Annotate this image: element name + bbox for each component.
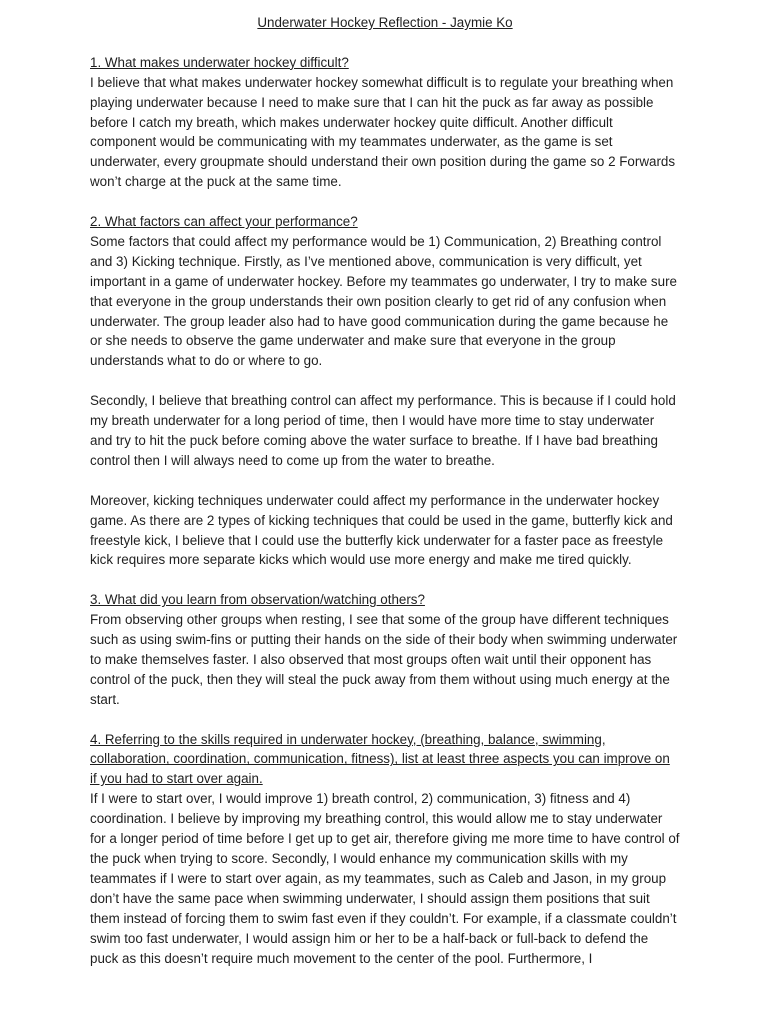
question-1-heading: 1. What makes underwater hockey difficult? <box>90 54 349 70</box>
spacer <box>90 570 680 590</box>
spacer <box>90 33 680 53</box>
answer-2-paragraph-2: Secondly, I believe that breathing control can affect my performance. This is because if I could hold my breath underwater for a long period of time, then I would have more time to stay underwater and try to hit the puck before coming above the water surface to breathe. If I have bad breathing control then I will always need to come up from the water to breathe. <box>90 393 676 468</box>
spacer <box>90 710 680 730</box>
answer-4-paragraph-1: If I were to start over, I would improve 1) breath control, 2) communication, 3) fitness and 4) coordination. I believe by improving my breathing control, this would allow me to stay underwater for a longer period of time before I get up to get air, therefore giving me more time to have control of the puck when trying to score. Secondly, I would enhance my communication skills with my teammates if I were to start over again, as my teammates, such as Caleb and Jason, in my group don’t have the same pace when swimming underwater, I should assign them positions that suit them instead of forcing them to swim fast even if they couldn’t. For example, if a classmate couldn’t swim too fast underwater, I would assign him or her to be a half-back or full-back to defend the puck as this doesn’t require much movement to the center of the pool. Furthermore, I <box>90 791 680 966</box>
answer-1-paragraph-1: I believe that what makes underwater hockey somewhat difficult is to regulate your breathing when playing underwater because I need to make sure that I can hit the puck as far away as possible before I catch my breath, which makes underwater hockey quite difficult. Another difficult component would be communicating with my teammates underwater, as the game is set underwater, every groupmate should understand their own position during the game so 2 Forwards won’t charge at the puck at the same time. <box>90 74 676 190</box>
answer-3-paragraph-1: From observing other groups when resting, I see that some of the group have different techniques such as using swim-fins or putting their hands on the side of their body when swimming underwater to make themselves faster. I also observed that most groups often wait until their opponent has control of the puck, then they will steal the puck away from them without using much energy at the start. <box>90 612 678 707</box>
spacer <box>90 192 680 212</box>
question-2-heading: 2. What factors can affect your performance? <box>90 214 358 230</box>
spacer <box>90 471 680 491</box>
document-title: Underwater Hockey Reflection - Jaymie Ko <box>257 15 513 30</box>
answer-2-paragraph-1: Some factors that could affect my performance would be 1) Communication, 2) Breathing control and 3) Kicking technique. Firstly, as I’ve mentioned above, communication is very difficult, yet important in a game of underwater hockey. Before my teammates go underwater, I try to make sure that everyone in the group understands their own position clearly to get rid of any confusion when underwater. The group leader also had to have good communication during the game because he or she needs to observe the game underwater and make sure that everyone in the group understands what to do or where to go. <box>90 233 677 369</box>
question-3-heading: 3. What did you learn from observation/watching others? <box>90 592 425 608</box>
document-page <box>90 13 680 968</box>
spacer <box>90 371 680 391</box>
question-4-heading: 4. Referring to the skills required in underwater hockey, (breathing, balance, swimming, collaboration, coordination, communication, fitness), list at least three aspects you can improve on if you had to start over again. <box>90 731 670 787</box>
answer-2-paragraph-3: Moreover, kicking techniques underwater could affect my performance in the underwater hockey game. As there are 2 types of kicking techniques that could be used in the game, butterfly kick and freestyle kick, I believe that I could use the butterfly kick underwater for a faster pace as freestyle kick requires more separate kicks which would use more energy and make me tired quickly. <box>90 492 673 568</box>
